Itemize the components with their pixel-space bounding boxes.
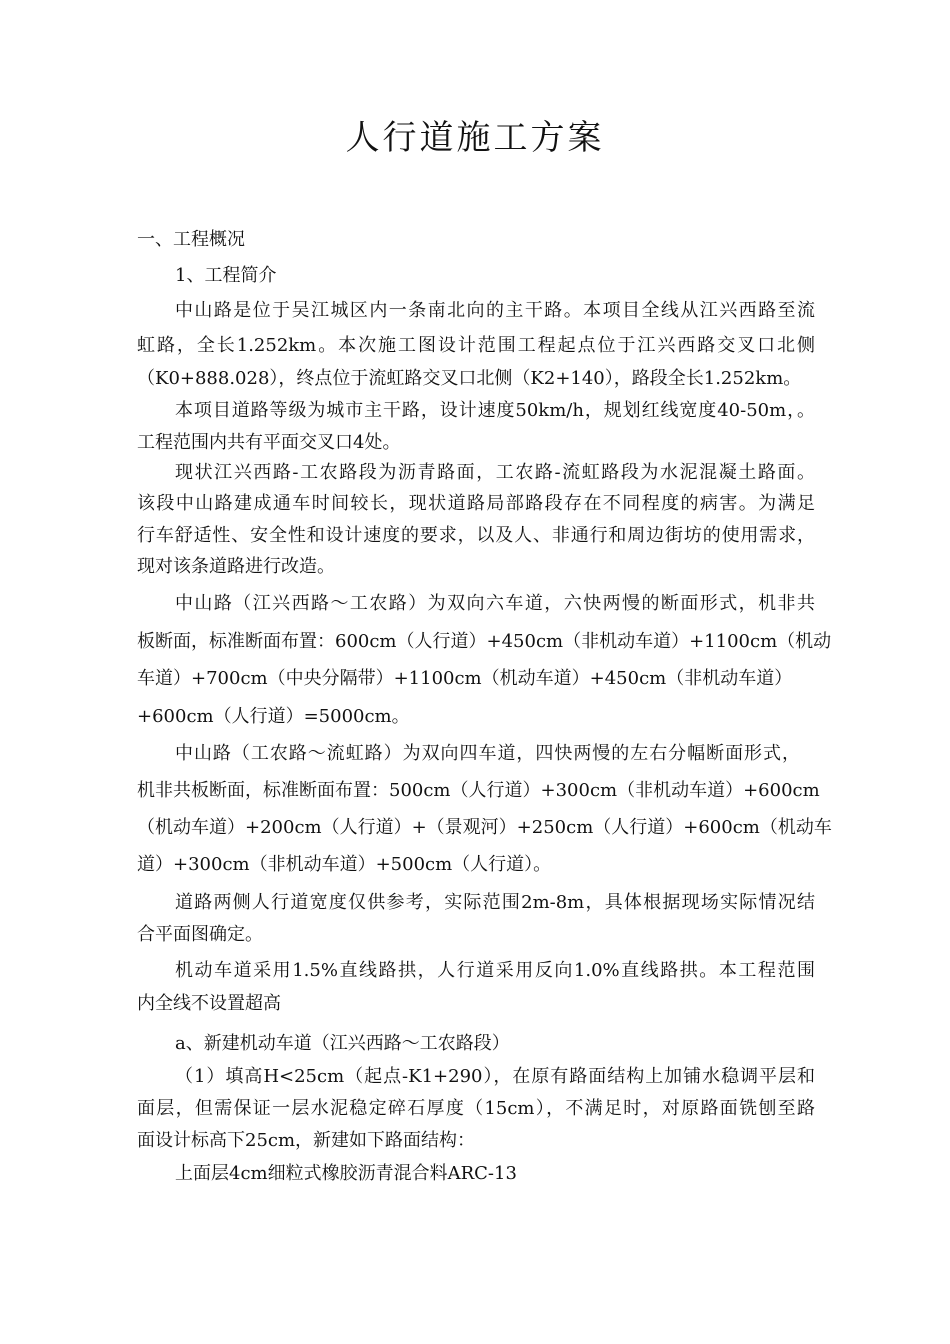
paragraph-line: 面层，但需保证一层水泥稳定碎石厚度（15cm），不满足时，对原路面铣刨至路: [137, 1098, 815, 1119]
paragraph-line: 虹路，全长1.252km。本次施工图设计范围工程起点位于江兴西路交叉口北侧: [137, 335, 815, 356]
paragraph-line: 道路两侧人行道宽度仅供参考，实际范围2m-8m，具体根据现场实际情况结: [175, 892, 815, 913]
paragraph-line: 工程范围内共有平面交叉口4处。: [137, 432, 401, 453]
paragraph-line: +600cm（人行道）=5000cm。: [137, 706, 410, 727]
document-title: 人行道施工方案: [345, 118, 605, 158]
paragraph-line: 中山路（工农路～流虹路）为双向四车道，四快两慢的左右分幅断面形式，: [175, 743, 800, 764]
paragraph-line: （K0+888.028），终点位于流虹路交叉口北侧（K2+140），路段全长1.252km。: [137, 368, 802, 389]
paragraph-line: 机动车道采用1.5%直线路拱，人行道采用反向1.0%直线路拱。本工程范围: [175, 960, 815, 981]
paragraph-line: 内全线不设置超高: [137, 993, 281, 1014]
paragraph-line: 中山路（江兴西路～工农路）为双向六车道，六快两慢的断面形式，机非共: [175, 593, 815, 614]
paragraph-line: （机动车道）+200cm（人行道）+（景观河）+250cm（人行道）+600cm（机动车: [137, 817, 832, 838]
section-heading: 一、工程概况: [137, 229, 245, 250]
paragraph-line: 机非共板断面，标准断面布置：500cm（人行道）+300cm（非机动车道）+600cm: [137, 780, 820, 801]
paragraph-line: （1）填高H<25cm（起点-K1+290），在原有路面结构上加铺水稳调平层和: [175, 1066, 815, 1087]
paragraph-line: 上面层4cm细粒式橡胶沥青混合料ARC-13: [175, 1163, 517, 1184]
paragraph-line: 面设计标高下25cm，新建如下路面结构：: [137, 1130, 476, 1151]
subsection-heading: a、新建机动车道（江兴西路～工农路段）: [175, 1033, 510, 1054]
paragraph-line: 道）+300cm（非机动车道）+500cm（人行道）。: [137, 854, 552, 875]
paragraph-line: 现状江兴西路-工农路段为沥青路面，工农路-流虹路段为水泥混凝土路面。: [175, 462, 815, 483]
paragraph-line: 行车舒适性、安全性和设计速度的要求，以及人、非通行和周边街坊的使用需求，: [137, 525, 815, 546]
paragraph-line: 合平面图确定。: [137, 924, 263, 945]
paragraph-line: 该段中山路建成通车时间较长，现状道路局部路段存在不同程度的病害。为满足: [137, 493, 815, 514]
paragraph-line: 本项目道路等级为城市主干路，设计速度50km/h，规划红线宽度40-50m，。: [175, 400, 815, 421]
paragraph-line: 板断面，标准断面布置：600cm（人行道）+450cm（非机动车道）+1100cm（机动: [137, 631, 832, 652]
paragraph-line: 中山路是位于吴江城区内一条南北向的主干路。本项目全线从江兴西路至流: [175, 300, 815, 321]
paragraph-line: 现对该条道路进行改造。: [137, 556, 335, 577]
paragraph-line: 车道）+700cm（中央分隔带）+1100cm（机动车道）+450cm（非机动车道）: [137, 668, 793, 689]
subsection-heading: 1、工程简介: [175, 265, 277, 286]
